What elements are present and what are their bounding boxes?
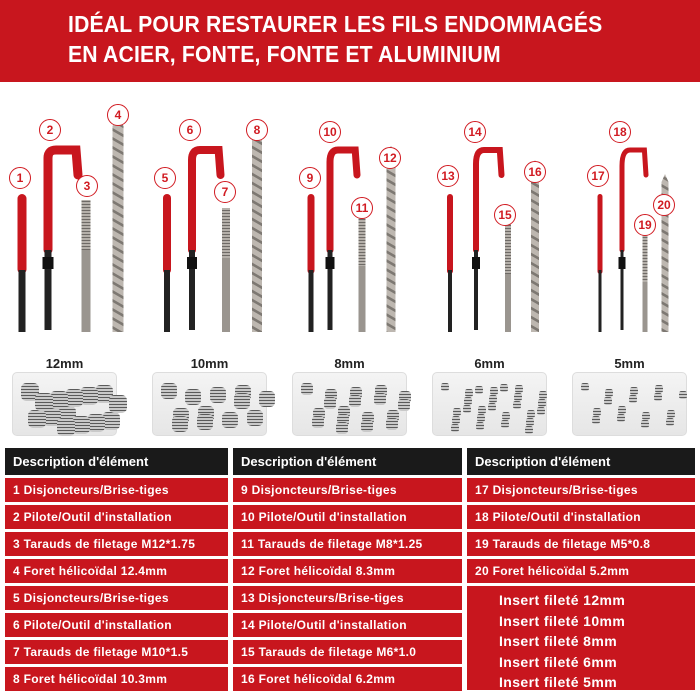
thread-insert: [592, 416, 600, 424]
thread-insert: [465, 389, 473, 397]
insert-size-label: 8mm: [334, 356, 365, 371]
thread-insert: [537, 407, 545, 415]
table-row: 18 Pilote/Outil d'installation: [467, 505, 695, 529]
installation-tool-collar: [187, 257, 197, 269]
thread-insert: [490, 387, 498, 395]
part-number-badge: 14: [464, 121, 486, 143]
thread-insert: [666, 418, 674, 426]
breaker-rod-tip: [19, 270, 26, 332]
breaker-rod-handle: [308, 194, 315, 274]
thread-insert: [525, 426, 533, 434]
drill-bit: [113, 118, 124, 332]
breaker-rod-handle: [598, 194, 603, 274]
thread-insert: [604, 397, 612, 405]
part-number-badge: 17: [587, 165, 609, 187]
thread-insert: [500, 384, 508, 392]
table-row: 7 Tarauds de filetage M10*1.5: [5, 640, 228, 664]
insert-size-label: 5mm: [614, 356, 645, 371]
inserts-cell: [467, 586, 695, 690]
insert-item: Insert fileté 5mm: [499, 674, 618, 690]
thread-insert: [514, 393, 522, 401]
thread-insert: [593, 408, 601, 416]
part-number-badge: 3: [76, 175, 98, 197]
tap-thread: [505, 224, 511, 274]
table-row: 3 Tarauds de filetage M12*1.75: [5, 532, 228, 556]
table-row: 16 Foret hélicoïdal 6.2mm: [233, 667, 462, 691]
header-line-2: EN ACIER, FONTE, FONTE ET ALUMINIUM: [68, 41, 501, 67]
table-row: 17 Disjoncteurs/Brise-tiges: [467, 478, 695, 502]
thread-insert: [478, 406, 486, 414]
thread-insert: [35, 393, 53, 411]
insert-box: [152, 372, 267, 436]
part-number-badge: 20: [653, 194, 675, 216]
thread-insert: [247, 410, 263, 426]
table-column-2: [233, 448, 462, 694]
installation-tool-collar: [619, 257, 626, 269]
thread-insert: [642, 412, 650, 420]
thread-insert: [464, 397, 472, 405]
thread-insert: [617, 414, 625, 422]
part-number-badge: 5: [154, 167, 176, 189]
insert-box: [12, 372, 117, 436]
thread-insert: [463, 405, 471, 413]
tap-thread: [643, 232, 648, 282]
thread-insert: [441, 383, 449, 391]
breaker-rod-tip: [599, 270, 602, 332]
thread-insert: [488, 403, 496, 411]
breaker-rod-tip: [164, 270, 170, 332]
thread-insert: [501, 420, 509, 428]
column-header: Description d'élément: [233, 448, 462, 475]
installation-tool-handle: [48, 150, 78, 250]
thread-insert: [526, 418, 534, 426]
thread-insert: [641, 420, 649, 428]
thread-insert: [581, 383, 589, 391]
thread-insert: [629, 395, 637, 403]
thread-insert: [172, 416, 188, 432]
thread-insert: [398, 399, 410, 411]
table-row: 6 Pilote/Outil d'installation: [5, 613, 228, 637]
thread-insert: [161, 383, 177, 399]
column-header: Description d'élément: [467, 448, 695, 475]
thread-insert: [301, 383, 313, 395]
table-column-1: [5, 448, 228, 694]
thread-insert: [513, 401, 521, 409]
thread-insert: [476, 422, 484, 430]
thread-insert: [654, 393, 662, 401]
thread-insert: [538, 399, 546, 407]
breaker-rod-tip: [309, 270, 314, 332]
thread-insert: [336, 422, 348, 434]
installation-tool-collar: [43, 257, 54, 269]
part-number-badge: 15: [494, 204, 516, 226]
table-row: 13 Disjoncteurs/Brise-tiges: [233, 586, 462, 610]
thread-insert: [475, 386, 483, 394]
insert-box: [432, 372, 547, 436]
table-row: 2 Pilote/Outil d'installation: [5, 505, 228, 529]
part-number-badge: 4: [107, 104, 129, 126]
tap-thread: [82, 200, 91, 250]
breaker-rod-handle: [447, 194, 453, 274]
breaker-rod-handle: [163, 194, 171, 274]
insert-item: Insert fileté 10mm: [499, 612, 626, 629]
thread-insert: [667, 410, 675, 418]
thread-insert: [618, 406, 626, 414]
insert-item: Insert fileté 6mm: [499, 653, 618, 670]
table-row: 10 Pilote/Outil d'installation: [233, 505, 462, 529]
insert-size-label: 6mm: [474, 356, 505, 371]
breaker-rod-tip: [448, 270, 452, 332]
part-number-badge: 16: [524, 161, 546, 183]
part-number-badge: 19: [634, 214, 656, 236]
thread-insert: [477, 414, 485, 422]
table-row: 14 Pilote/Outil d'installation: [233, 613, 462, 637]
thread-insert: [361, 420, 373, 432]
thread-insert: [502, 412, 510, 420]
thread-insert: [197, 414, 213, 430]
table-row: 15 Tarauds de filetage M6*1.0: [233, 640, 462, 664]
part-number-badge: 1: [9, 167, 31, 189]
insert-size-label: 12mm: [45, 356, 84, 371]
part-number-badge: 9: [299, 167, 321, 189]
table-row: 5 Disjoncteurs/Brise-tiges: [5, 586, 228, 610]
thread-insert: [234, 393, 250, 409]
insert-item: Insert fileté 12mm: [499, 592, 626, 608]
thread-insert: [452, 416, 460, 424]
part-number-badge: 6: [179, 119, 201, 141]
drill-bit: [252, 132, 262, 332]
thread-insert: [539, 391, 547, 399]
thread-insert: [655, 385, 663, 393]
installation-tool-handle: [192, 150, 221, 250]
tap-thread: [222, 208, 230, 258]
header-line-1: IDÉAL POUR RESTAURER LES FILS ENDOMMAGÉS: [68, 11, 603, 37]
thread-insert: [489, 395, 497, 403]
thread-insert: [527, 410, 535, 418]
table-row: 4 Foret hélicoïdal 12.4mm: [5, 559, 228, 583]
insert-item: Insert fileté 8mm: [499, 633, 618, 649]
thread-insert: [679, 391, 687, 399]
part-number-badge: 2: [39, 119, 61, 141]
table-row: 19 Tarauds de filetage M5*0.8: [467, 532, 695, 556]
breaker-rod-handle: [18, 194, 27, 274]
table-row: 9 Disjoncteurs/Brise-tiges: [233, 478, 462, 502]
table-column-3: [467, 448, 695, 690]
part-number-badge: 18: [609, 121, 631, 143]
part-number-badge: 12: [379, 147, 401, 169]
installation-tool-handle: [476, 150, 502, 250]
part-number-badge: 13: [437, 165, 459, 187]
thread-insert: [185, 389, 201, 405]
insert-box: [572, 372, 687, 436]
thread-insert: [630, 387, 638, 395]
part-number-badge: 11: [351, 197, 373, 219]
thread-insert: [324, 397, 336, 409]
drill-bit: [531, 160, 539, 332]
insert-size-label: 10mm: [190, 356, 229, 371]
thread-insert: [312, 416, 324, 428]
thread-insert: [453, 408, 461, 416]
thread-insert: [515, 385, 523, 393]
thread-insert: [259, 391, 275, 407]
installation-tool-collar: [472, 257, 480, 269]
installation-tool-collar: [326, 257, 335, 269]
part-number-badge: 8: [246, 119, 268, 141]
table-row: 11 Tarauds de filetage M8*1.25: [233, 532, 462, 556]
table-row: 8 Foret hélicoïdal 10.3mm: [5, 667, 228, 691]
thread-insert: [451, 424, 459, 432]
thread-insert: [28, 410, 46, 428]
thread-insert: [605, 389, 613, 397]
tap-thread: [359, 216, 366, 266]
thread-insert: [57, 418, 75, 436]
thread-insert: [109, 395, 127, 413]
table-row: 20 Foret hélicoïdal 5.2mm: [467, 559, 695, 583]
thread-insert: [386, 418, 398, 430]
thread-insert: [349, 395, 361, 407]
header-banner: [0, 0, 700, 82]
column-header: Description d'élément: [5, 448, 228, 475]
thread-insert: [374, 393, 386, 405]
tools-illustration: [0, 82, 700, 352]
table-row: 12 Foret hélicoïdal 8.3mm: [233, 559, 462, 583]
part-number-badge: 10: [319, 121, 341, 143]
thread-insert: [210, 387, 226, 403]
table-row: 1 Disjoncteurs/Brise-tiges: [5, 478, 228, 502]
thread-insert: [222, 412, 238, 428]
drill-bit: [387, 146, 396, 332]
insert-box: [292, 372, 407, 436]
part-number-badge: 7: [214, 181, 236, 203]
